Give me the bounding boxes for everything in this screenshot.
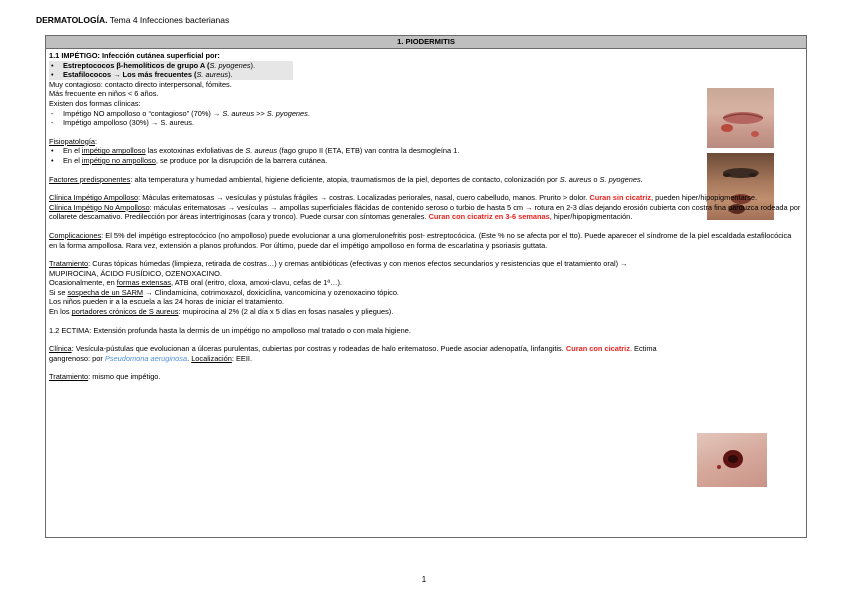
ectima-tratamiento: Tratamiento: mismo que impétigo. — [49, 372, 161, 382]
spacer — [49, 335, 805, 344]
subject-label: DERMATOLOGÍA. — [36, 15, 108, 25]
ectima-heading: 1.2 ECTIMA: Extensión profunda hasta la dermis de un impétigo no ampolloso mal tratado o con mala higiene. — [49, 325, 411, 335]
forms-text: Existen dos formas clínicas: — [49, 98, 141, 108]
spacer — [49, 166, 805, 175]
tratamiento-escuela: Los niños pueden ir a la escuela a las 24 horas de iniciar el tratamiento. — [49, 297, 284, 307]
document-title — [36, 15, 229, 25]
clinica-non-bullous-paragraph: Clínica Impétigo No Ampolloso: máculas eritematosas → vesículas → ampollas superficiales flácidas de contenido seroso o turbio de hasta 5 cm → rotura en 2-3 días dejando erosión cubierta con costra fina parduzca rodeada por collarete descamativo. Predilección por áreas intertriginosas (cara y tronco). Puede cursar con síntomas generales. Curan con cicatriz en 3-6 semanas, hiper/hipopigmentación. — [49, 202, 801, 222]
fisio-non-bullous: • En el impétigo no ampolloso, se produce por la disrupción de la barrera cutánea. — [51, 155, 328, 165]
form-non-bullous: - Impétigo NO ampolloso o “contagioso” (70%) → S. aureus >> S. pyogenes. — [51, 108, 310, 118]
topic-label: Tema 4 Infecciones bacterianas — [109, 15, 230, 25]
fisio-bullous: • En el impétigo ampolloso las exotoxinas exfoliativas de S. aureus (fago grupo II (ETA, ETB) van contra la desmogleína 1. — [51, 146, 460, 156]
spacer — [49, 317, 805, 326]
tratamiento-portadores: En los portadores crónicos de S aureus: mupirocina al 2% (2 al día x 5 días en fosas nasales y pliegues). — [49, 307, 394, 317]
impetigo-heading: 1.1 IMPÉTIGO: Infección cutánea superficial por: — [49, 51, 220, 60]
spacer — [49, 250, 805, 259]
spacer — [49, 363, 805, 372]
fisio-heading: Fisiopatología: — [49, 136, 98, 146]
section-content — [49, 51, 805, 382]
ectima-lesion-illustration — [697, 433, 767, 487]
bullet-streptococcus: • Estreptococos β-hemolíticos de grupo A (S. pyogenes). — [49, 61, 805, 71]
clinica-bullous-paragraph: Clínica Impétigo Ampolloso: Máculas eritematosas → vesículas y pústulas frágiles → costras. Localizadas periorales, nasal, cuero cabelludo, manos. Prurito > dolor. Curan sin cicatriz, pueden hiper/hipopigmentarse. — [49, 193, 758, 203]
frequency-text: Más frecuente en niños < 6 años. — [49, 89, 159, 99]
spacer — [49, 128, 805, 137]
contagion-text: Muy contagioso: contacto directo interpersonal, fómites. — [49, 79, 232, 89]
tratamiento-extensas: Ocasionalmente, en formas extensas, ATB oral (eritro, cloxa, amoxi-clavu, cefas de 1ª…). — [49, 278, 343, 288]
tratamiento-drugs: MUPIROCINA, ÁCIDO FUSÍDICO, OZENOXACINO. — [49, 268, 222, 278]
ectima-leg-photo — [697, 433, 767, 487]
spacer — [49, 184, 805, 193]
complicaciones-paragraph: Complicaciones: El 5% del impétigo estreptocócico (no ampolloso) puede evolucionar a una glomerulonefritis post- estreptocócica. (Este % no se afecta por el tto). Puede aparecer el síndrome de la piel escaldada estafilocócica en la forma ampollosa. Rara vez, extensión a planos profundos. Por último, puede dar el impétigo ampolloso en forma de escarlatina y psoriasis guttata. — [49, 230, 792, 250]
page-number: 1 — [421, 575, 427, 584]
bullet-staphylococcus: • Estafilococos → Los más frecuentes (S. aureus). — [49, 70, 805, 80]
tratamiento-sarm: Si se sospecha de un SARM → Clindamicina, cotrimoxazol, doxiciclina, vancomicina y ozenoxacino tópico. — [49, 287, 399, 297]
ectima-clinica-paragraph: Clínica: Vesícula-pústulas que evolucionan a úlceras purulentas, cubiertas por costras y rodeadas de halo eritematoso. Puede asociar adenopatía, linfangitis. Curan con cicatriz. Ectima gangrenoso: por Pseudomona aeruginosa. Localización: EEII. — [49, 344, 657, 363]
factores-paragraph: Factores predisponentes: alta temperatura y humedad ambiental, higiene deficiente, atopia, traumatismos de la piel, deportes de contacto, colonización por S. aureus o S. pyogenes. — [49, 174, 643, 184]
section-heading: 1. PIODERMITIS — [46, 36, 806, 49]
spacer — [49, 222, 805, 231]
tratamiento-line-1: Tratamiento: Curas tópicas húmedas (limpieza, retirada de costras…) y cremas antibióticas (efectivas y con menos efectos secundarios y resistencias que el tratamiento oral) → — [49, 259, 628, 269]
section-frame — [45, 35, 807, 538]
form-bullous: - Impétigo ampolloso (30%) → S. aureus. — [51, 118, 195, 128]
